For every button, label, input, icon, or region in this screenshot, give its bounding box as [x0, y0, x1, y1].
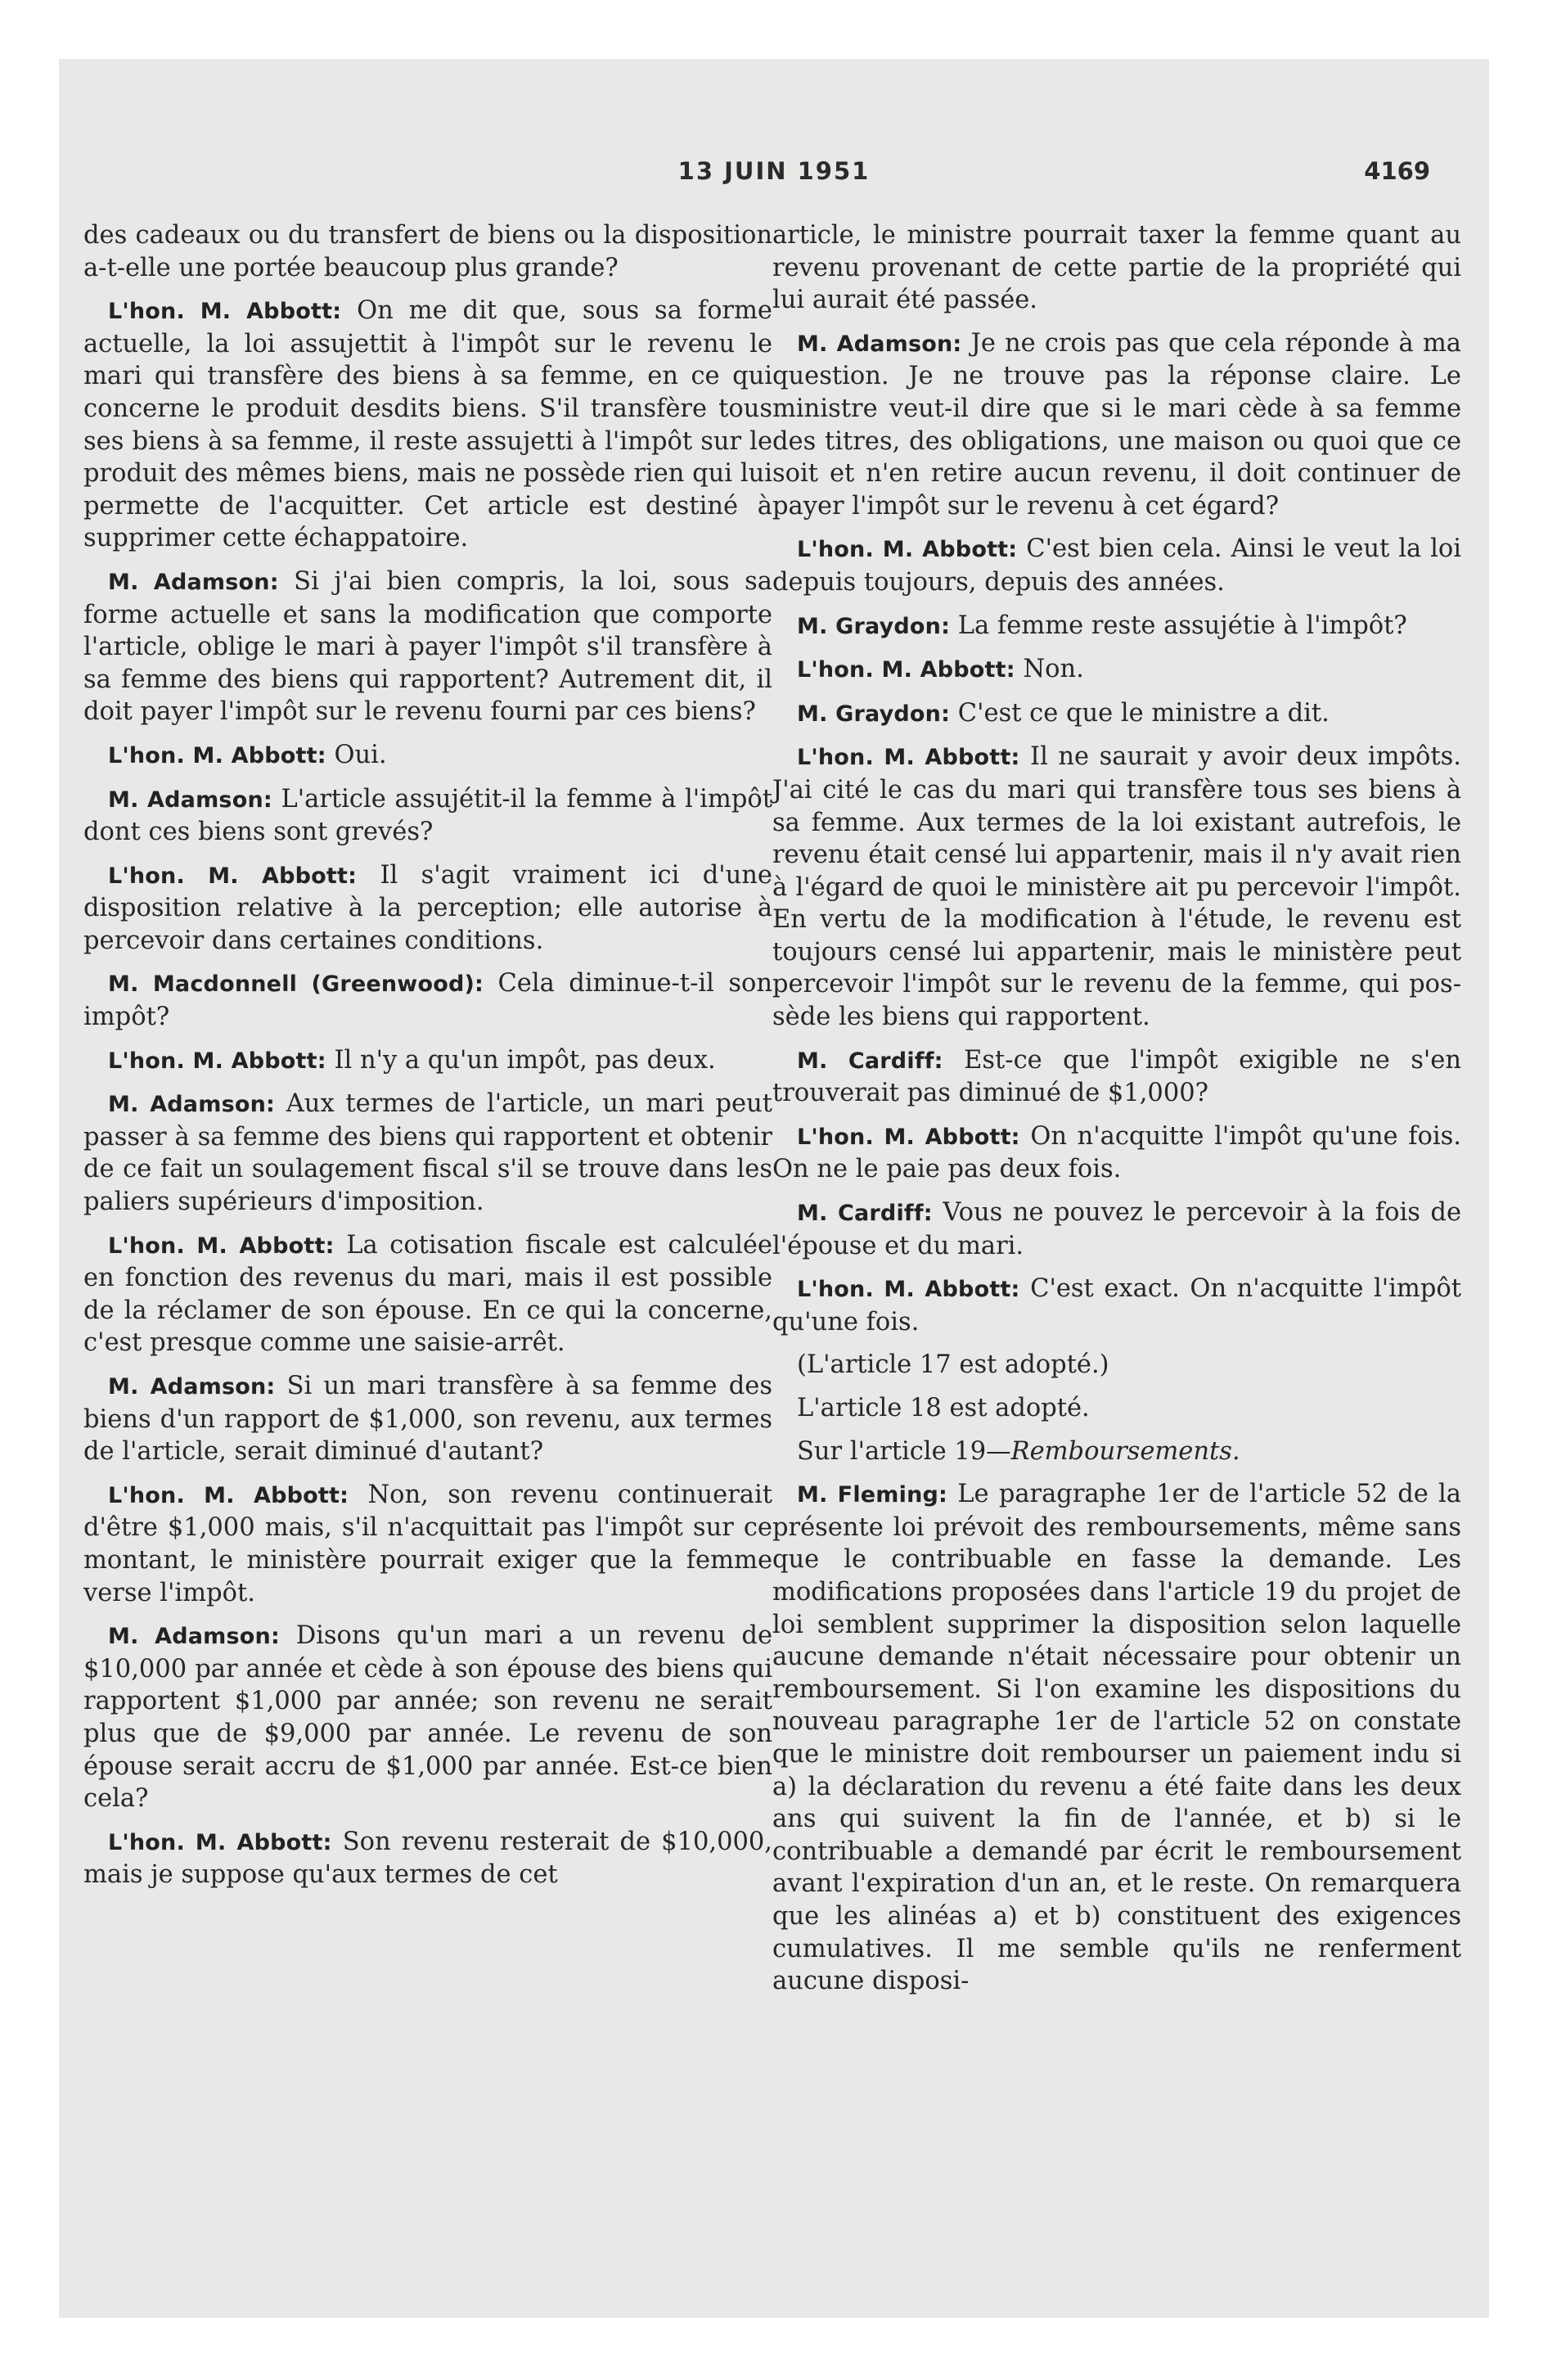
speech-text: Disons qu'un mari a un revenu de $10,000 par année et cède à son épouse des biens qui rapportent $1,000 par année; son revenu ne serait plus que de $9,000 par année. Le revenu de son épouse serait accru de $1,000 par année. Est-ce bien cela? — [83, 1621, 772, 1814]
speech-text: Non, son revenu continuerait d'être $1,000 mais, s'il n'acquittait pas l'impôt sur ce montant, le ministère pourrait exiger que la femme verse l'impôt. — [83, 1480, 772, 1607]
paragraph — [772, 1478, 1461, 1998]
speaker-name: L'hon. M. Abbott: — [108, 1482, 349, 1508]
speech-text: Je ne crois pas que cela réponde à ma question. Je ne trouve pas la réponse claire. Le ministre veut-il dire que si le mari cède à sa femme des titres, des obligations, une maison ou quoi que ce soit et n'en retire aucun revenu, il doit continuer de payer l'impôt sur le revenu à cet égard? — [772, 328, 1461, 521]
speech-text: On me dit que, sous sa forme actuelle, la loi assujettit à l'impôt sur le revenu le mari qui transfère des biens à sa femme, en ce qui concerne le produit desdits biens. S'il transfère tous ses biens à sa femme, il reste assujetti à l'impôt sur le produit des mêmes biens, mais ne possède rien qui lui permette de l'acquitter. Cet article est destiné à supprimer cette échappatoire. — [83, 296, 772, 553]
speaker-name: L'hon. M. Abbott: — [797, 745, 1020, 771]
speech-text: C'est bien cela. Ainsi le veut la loi depuis toujours, depuis des années. — [772, 534, 1461, 597]
speaker-name: M. Cardiff: — [797, 1201, 933, 1227]
speaker-name: M. Adamson: — [108, 569, 279, 595]
speaker-name: L'hon. M. Abbott: — [108, 299, 342, 325]
speaker-name: M. Adamson: — [108, 787, 272, 813]
speech-text: Son revenu resterait de $10,000, mais je suppose qu'aux termes de cet — [83, 1827, 772, 1890]
paragraph — [83, 783, 772, 849]
paragraph — [772, 610, 1461, 643]
speech-text: Il n'y a qu'un impôt, pas deux. — [334, 1045, 716, 1075]
speech-text: La femme reste assujétie à l'impôt? — [957, 611, 1407, 640]
speaker-name: L'hon. M. Abbott: — [797, 657, 1015, 683]
speech-text: Non. — [1023, 655, 1084, 684]
speaker-name: L'hon. M. Abbott: — [797, 1277, 1020, 1303]
speech-text: Oui. — [334, 740, 387, 769]
paragraph — [83, 1229, 772, 1359]
speech-text: Si un mari transfère à sa femme des biens d'un rapport de $1,000, son revenu, aux termes de l'article, serait diminué d'autant? — [83, 1372, 772, 1467]
paragraph — [83, 1044, 772, 1078]
speech-text: Cela diminue-t-il son impôt? — [83, 969, 772, 1032]
page-number: 4169 — [1364, 157, 1430, 185]
speaker-name: M. Graydon: — [797, 613, 951, 639]
paragraph — [83, 739, 772, 773]
speaker-name: M. Adamson: — [108, 1374, 276, 1400]
scanned-page — [59, 59, 1489, 2318]
speaker-name: L'hon. M. Abbott: — [108, 1048, 326, 1074]
speaker-name: L'hon. M. Abbott: — [797, 1124, 1020, 1150]
paragraph — [83, 1370, 772, 1468]
paragraph: article, le ministre pourrait taxer la femme quant au revenu provenant de cette partie de la propriété qui lui aurait été passée. — [772, 221, 1461, 315]
paragraph — [772, 1120, 1461, 1186]
speech-text: Aux termes de l'article, un mari peut passer à sa femme des biens qui rapportent et obtenir de ce fait un soulagement fiscal s'il se trouve dans les paliers supérieurs d'imposition. — [83, 1089, 772, 1217]
paragraph — [83, 1826, 772, 1891]
paragraph — [83, 295, 772, 555]
speech-text: C'est ce que le ministre a dit. — [957, 698, 1330, 728]
paragraph — [83, 1620, 772, 1815]
speech-text: Le paragraphe 1er de l'article 52 de la présente loi prévoit des remboursements, même sans que le contribuable en fasse la demande. Les modifications proposées dans l'article 19 du projet de loi semblent supprimer la disposition selon laquelle aucune demande n'était nécessaire pour obtenir un remboursement. Si l'on examine les dispositions du nouveau paragraphe 1er de l'article 52 on constate que le ministre doit rembourser un paiement indu si a) la déclaration du revenu a été faite dans les deux ans qui suivent la fin de l'année, et b) si le contribuable a demandé par écrit le remboursement avant l'expiration d'un an, et le reste. On remarquera que les alinéas a) et b) constituent des exigences cumulatives. Il me semble qu'ils ne renferment aucune disposi- — [772, 1480, 1461, 1996]
speech-text: Est-ce que l'impôt exigible ne s'en trouverait pas diminué de $1,000? — [772, 1045, 1461, 1108]
speaker-name: L'hon. M. Abbott: — [797, 537, 1018, 563]
speech-text: C'est exact. On n'acquitte l'impôt qu'une fois. — [772, 1274, 1461, 1336]
speaker-name: M. Adamson: — [108, 1092, 276, 1118]
speaker-name: M. Graydon: — [797, 701, 951, 727]
speech-text: Il s'agit vraiment ici d'une disposition relative à la perception; elle autorise à percevoir dans certaines conditions. — [83, 860, 772, 955]
paragraph — [772, 1273, 1461, 1338]
speech-text: L'article assujétit-il la femme à l'impôt dont ces biens sont grevés? — [83, 784, 772, 847]
paragraph — [83, 1088, 772, 1218]
speaker-name: M. Adamson: — [108, 1624, 280, 1650]
speech-text: Il ne saurait y avoir deux impôts. J'ai cité le cas du mari qui transfère tous ses biens à sa femme. Aux termes de la loi existant autrefois, le revenu était censé lui appartenir, mais il n'y avait rien à l'égard de quoi le ministère ait pu percevoir l'impôt. En vertu de la modification à l'étude, le revenu est toujours censé lui appartenir, mais le ministère peut percevoir l'impôt sur le revenu de la femme, qui possède les biens qui rapportent. — [772, 742, 1461, 1032]
paragraph — [772, 1197, 1461, 1262]
speech-text: On n'acquitte l'impôt qu'une fois. On ne le paie pas deux fois. — [772, 1121, 1461, 1184]
procedural-note: Sur l'article 19—Remboursements. — [797, 1436, 1240, 1466]
speech-text: Si j'ai bien compris, la loi, sous sa forme actuelle et sans la modification que comporte l'article, oblige le mari à payer l'impôt s'il transfère à sa femme des biens qui rapportent? Autrement dit, il doit payer l'impôt sur le revenu fourni par ces biens? — [83, 566, 772, 727]
header-date: 13 JUIN 1951 — [677, 157, 871, 185]
procedural-note: L'article 18 est adopté. — [797, 1394, 1090, 1422]
speaker-name: L'hon. M. Abbott: — [108, 742, 326, 769]
speaker-name: M. Fleming: — [797, 1482, 948, 1508]
page-header — [59, 157, 1489, 206]
paragraph — [83, 1479, 772, 1609]
paragraph — [772, 653, 1461, 687]
speaker-name: M. Cardiff: — [797, 1048, 943, 1074]
speaker-name: L'hon. M. Abbott: — [108, 863, 358, 889]
clause-title: Remboursements. — [1010, 1436, 1240, 1466]
speech-text: La cotisation fiscale est calculée en fonction des revenus du mari, mais il est possible de la réclamer de son épouse. En ce qui la concerne, c'est presque comme une saisie-arrêt. — [83, 1230, 772, 1358]
speaker-name: M. Macdonnell (Greenwood): — [108, 971, 484, 998]
speaker-name: L'hon. M. Abbott: — [108, 1829, 332, 1855]
paragraph — [772, 533, 1461, 598]
speaker-name: L'hon. M. Abbott: — [108, 1233, 335, 1259]
right-column — [772, 219, 1461, 2008]
paragraph — [83, 566, 772, 728]
paragraph: des cadeaux ou du transfert de biens ou la disposition a-t-elle une portée beaucoup plus grande? — [83, 221, 772, 282]
paragraph — [772, 697, 1461, 731]
paragraph — [772, 327, 1461, 523]
paragraph — [83, 967, 772, 1033]
paragraph — [772, 741, 1461, 1033]
procedural-note: (L'article 17 est adopté.) — [797, 1350, 1109, 1380]
speech-text: Vous ne pouvez le percevoir à la fois de l'épouse et du mari. — [772, 1198, 1462, 1260]
left-column — [83, 219, 772, 1902]
speaker-name: M. Adamson: — [797, 331, 962, 357]
paragraph — [83, 859, 772, 958]
paragraph — [772, 1044, 1461, 1110]
